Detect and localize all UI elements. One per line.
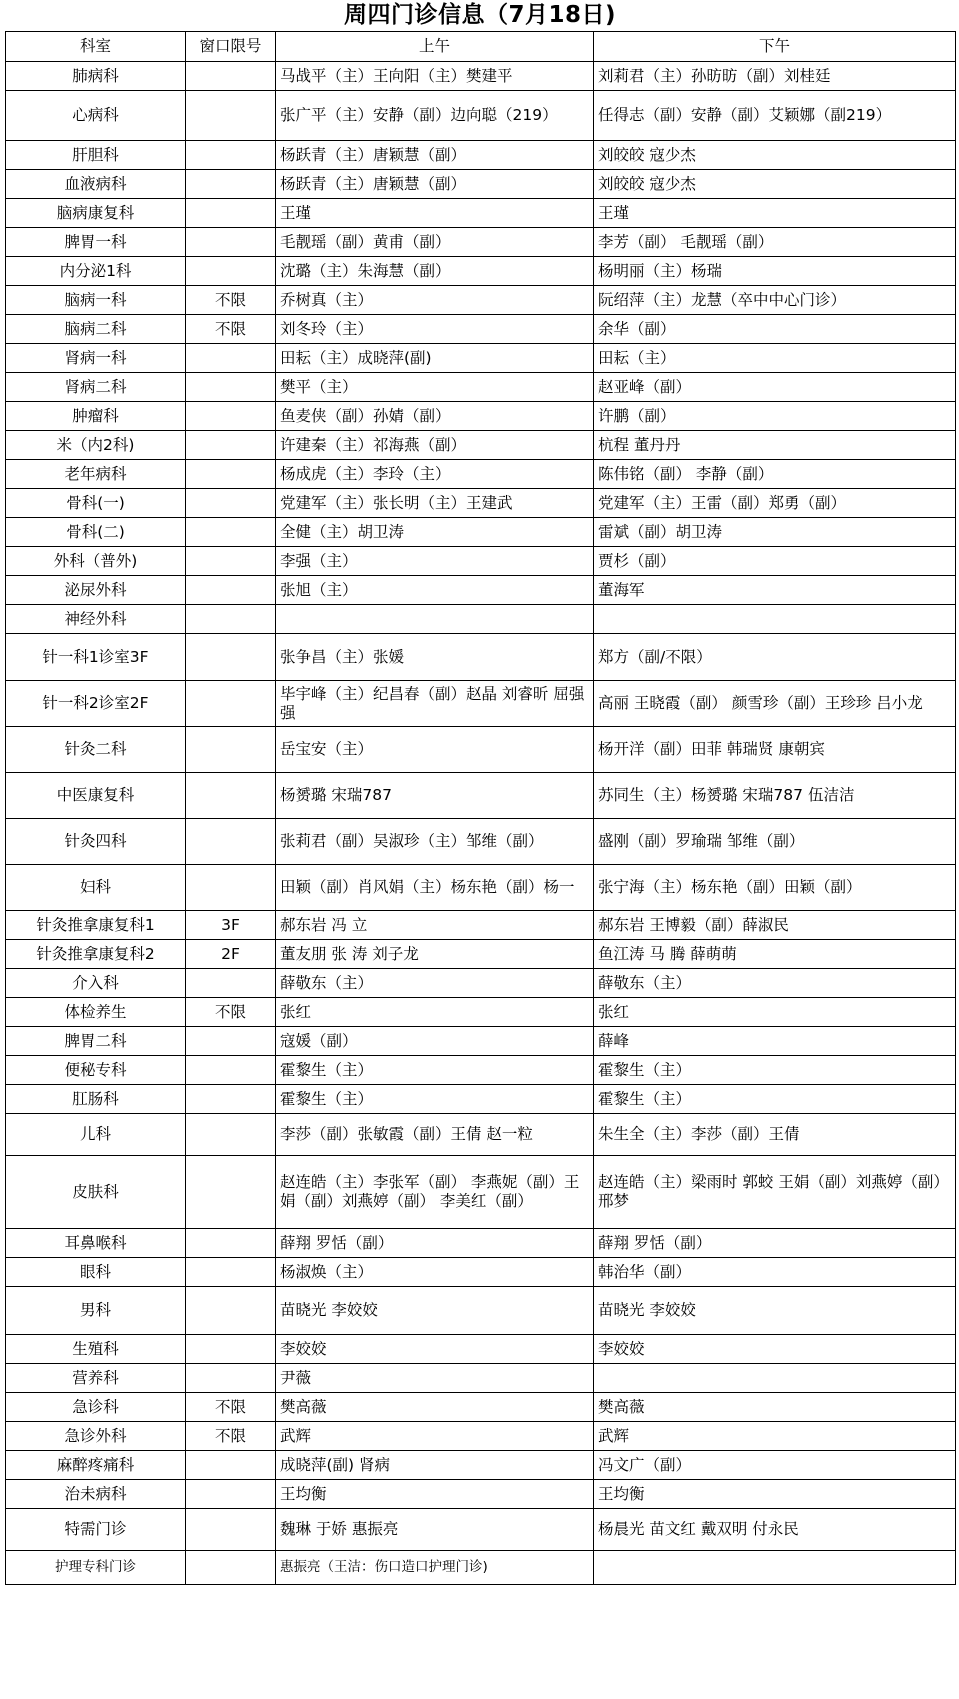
- am-doctors-cell: 杨淑焕（主）: [276, 1258, 594, 1287]
- dept-cell: 肿瘤科: [6, 402, 186, 431]
- window-limit-cell: [186, 634, 276, 681]
- window-limit-cell: [186, 1056, 276, 1085]
- am-doctors-cell: 杨赟璐 宋瑞787: [276, 773, 594, 819]
- am-doctors-cell: 樊平（主）: [276, 373, 594, 402]
- pm-doctors-cell: [594, 1551, 956, 1585]
- pm-doctors-cell: 雷斌（副）胡卫涛: [594, 518, 956, 547]
- window-limit-cell: [186, 1027, 276, 1056]
- table-row: [6, 286, 956, 315]
- window-limit-cell: [186, 681, 276, 727]
- table-row: [6, 373, 956, 402]
- am-doctors-cell: 乔树真（主）: [276, 286, 594, 315]
- window-limit-cell: 不限: [186, 315, 276, 344]
- table-row: [6, 1480, 956, 1509]
- am-doctors-cell: 董友朋 张 涛 刘子龙: [276, 940, 594, 969]
- am-doctors-cell: 张争昌（主）张媛: [276, 634, 594, 681]
- am-doctors-cell: 薛翔 罗恬（副）: [276, 1229, 594, 1258]
- am-doctors-cell: 魏琳 于娇 惠振亮: [276, 1509, 594, 1551]
- dept-cell: 特需门诊: [6, 1509, 186, 1551]
- dept-cell: 针灸推拿康复科1: [6, 911, 186, 940]
- am-doctors-cell: 张红: [276, 998, 594, 1027]
- window-limit-cell: [186, 547, 276, 576]
- am-doctors-cell: 郝东岩 冯 立: [276, 911, 594, 940]
- am-doctors-cell: 王瑾: [276, 199, 594, 228]
- pm-doctors-cell: [594, 1364, 956, 1393]
- pm-doctors-cell: 刘皎皎 寇少杰: [594, 170, 956, 199]
- table-row: [6, 489, 956, 518]
- am-doctors-cell: 毕宇峰（主）纪昌春（副）赵晶 刘睿昕 屈强强: [276, 681, 594, 727]
- table-row: [6, 1335, 956, 1364]
- window-limit-cell: [186, 1364, 276, 1393]
- window-limit-cell: 不限: [186, 998, 276, 1027]
- am-doctors-cell: 杨跃青（主）唐颖慧（副）: [276, 141, 594, 170]
- table-row: [6, 773, 956, 819]
- table-row: [6, 1229, 956, 1258]
- header-pm: 下午: [594, 32, 956, 62]
- table-row: [6, 1509, 956, 1551]
- window-limit-cell: [186, 141, 276, 170]
- table-row: [6, 605, 956, 634]
- pm-doctors-cell: 陈伟铭（副） 李静（副）: [594, 460, 956, 489]
- pm-doctors-cell: 王瑾: [594, 199, 956, 228]
- table-row: [6, 1451, 956, 1480]
- window-limit-cell: [186, 199, 276, 228]
- am-doctors-cell: 张广平（主）安静（副）边向聪（219）: [276, 91, 594, 141]
- am-doctors-cell: 霍黎生（主）: [276, 1085, 594, 1114]
- dept-cell: 肾病二科: [6, 373, 186, 402]
- header-dept: 科室: [6, 32, 186, 62]
- pm-doctors-cell: 张宁海（主）杨东艳（副）田颖（副）: [594, 865, 956, 911]
- table-row: [6, 1393, 956, 1422]
- window-limit-cell: [186, 819, 276, 865]
- window-limit-cell: [186, 373, 276, 402]
- dept-cell: 急诊外科: [6, 1422, 186, 1451]
- window-limit-cell: [186, 1551, 276, 1585]
- dept-cell: 眼科: [6, 1258, 186, 1287]
- window-limit-cell: [186, 1287, 276, 1335]
- table-row: [6, 1056, 956, 1085]
- table-row: [6, 1027, 956, 1056]
- am-doctors-cell: 全健（主）胡卫涛: [276, 518, 594, 547]
- window-limit-cell: [186, 170, 276, 199]
- dept-cell: 针灸四科: [6, 819, 186, 865]
- window-limit-cell: [186, 489, 276, 518]
- pm-doctors-cell: 李姣姣: [594, 1335, 956, 1364]
- table-row: [6, 228, 956, 257]
- pm-doctors-cell: 薛敬东（主）: [594, 969, 956, 998]
- window-limit-cell: [186, 773, 276, 819]
- am-doctors-cell: 武辉: [276, 1422, 594, 1451]
- pm-doctors-cell: 韩治华（副）: [594, 1258, 956, 1287]
- dept-cell: 老年病科: [6, 460, 186, 489]
- table-row: [6, 431, 956, 460]
- am-doctors-cell: 刘冬玲（主）: [276, 315, 594, 344]
- window-limit-cell: [186, 91, 276, 141]
- window-limit-cell: [186, 402, 276, 431]
- dept-cell: 肛肠科: [6, 1085, 186, 1114]
- window-limit-cell: 2F: [186, 940, 276, 969]
- table-row: [6, 969, 956, 998]
- window-limit-cell: [186, 865, 276, 911]
- dept-cell: 针灸二科: [6, 727, 186, 773]
- dept-cell: 骨科(二): [6, 518, 186, 547]
- am-doctors-cell: 薛敬东（主）: [276, 969, 594, 998]
- dept-cell: 脑病二科: [6, 315, 186, 344]
- window-limit-cell: [186, 1335, 276, 1364]
- table-row: [6, 141, 956, 170]
- dept-cell: 肝胆科: [6, 141, 186, 170]
- table-row: [6, 344, 956, 373]
- table-row: [6, 315, 956, 344]
- window-limit-cell: [186, 257, 276, 286]
- am-doctors-cell: 党建军（主）张长明（主）王建武: [276, 489, 594, 518]
- am-doctors-cell: 马战平（主）王向阳（主）樊建平: [276, 62, 594, 91]
- dept-cell: 心病科: [6, 91, 186, 141]
- pm-doctors-cell: 薛翔 罗恬（副）: [594, 1229, 956, 1258]
- dept-cell: 营养科: [6, 1364, 186, 1393]
- table-row: [6, 402, 956, 431]
- pm-doctors-cell: 阮绍萍（主）龙慧（卒中中心门诊）: [594, 286, 956, 315]
- table-row: [6, 199, 956, 228]
- pm-doctors-cell: 杨开洋（副）田菲 韩瑞贤 康朝宾: [594, 727, 956, 773]
- table-row: [6, 1258, 956, 1287]
- dept-cell: 内分泌1科: [6, 257, 186, 286]
- window-limit-cell: [186, 62, 276, 91]
- pm-doctors-cell: 张红: [594, 998, 956, 1027]
- pm-doctors-cell: 杭程 董丹丹: [594, 431, 956, 460]
- am-doctors-cell: 王均衡: [276, 1480, 594, 1509]
- table-row: [6, 1156, 956, 1229]
- window-limit-cell: [186, 344, 276, 373]
- window-limit-cell: [186, 1229, 276, 1258]
- dept-cell: 泌尿外科: [6, 576, 186, 605]
- am-doctors-cell: 李强（主）: [276, 547, 594, 576]
- table-row: [6, 460, 956, 489]
- table-row: [6, 998, 956, 1027]
- dept-cell: 外科（普外): [6, 547, 186, 576]
- dept-cell: 体检养生: [6, 998, 186, 1027]
- am-doctors-cell: 寇媛（副）: [276, 1027, 594, 1056]
- table-row: [6, 727, 956, 773]
- window-limit-cell: 不限: [186, 286, 276, 315]
- pm-doctors-cell: 冯文广（副）: [594, 1451, 956, 1480]
- table-row: [6, 91, 956, 141]
- am-doctors-cell: 李莎（副）张敏霞（副）王倩 赵一粒: [276, 1114, 594, 1156]
- table-row: [6, 911, 956, 940]
- am-doctors-cell: 田颖（副）肖风娟（主）杨东艳（副）杨一: [276, 865, 594, 911]
- pm-doctors-cell: 董海军: [594, 576, 956, 605]
- dept-cell: 脾胃二科: [6, 1027, 186, 1056]
- pm-doctors-cell: 任得志（副）安静（副）艾颖娜（副219）: [594, 91, 956, 141]
- am-doctors-cell: 张莉君（副）吴淑珍（主）邹维（副）: [276, 819, 594, 865]
- am-doctors-cell: 霍黎生（主）: [276, 1056, 594, 1085]
- table-row: [6, 865, 956, 911]
- am-doctors-cell: 苗晓光 李姣姣: [276, 1287, 594, 1335]
- dept-cell: 肾病一科: [6, 344, 186, 373]
- pm-doctors-cell: 郝东岩 王博毅（副）薛淑民: [594, 911, 956, 940]
- pm-doctors-cell: 党建军（主）王雷（副）郑勇（副）: [594, 489, 956, 518]
- window-limit-cell: 不限: [186, 1393, 276, 1422]
- header-row: [6, 32, 956, 62]
- dept-cell: 护理专科门诊: [6, 1551, 186, 1585]
- dept-cell: 针一科1诊室3F: [6, 634, 186, 681]
- am-doctors-cell: 田耘（主）成晓萍(副): [276, 344, 594, 373]
- dept-cell: 治未病科: [6, 1480, 186, 1509]
- dept-cell: 针灸推拿康复科2: [6, 940, 186, 969]
- am-doctors-cell: 杨成虎（主）李玲（主）: [276, 460, 594, 489]
- table-row: [6, 62, 956, 91]
- window-limit-cell: [186, 576, 276, 605]
- am-doctors-cell: 毛靓瑶（副）黄甫（副）: [276, 228, 594, 257]
- table-row: [6, 1085, 956, 1114]
- pm-doctors-cell: 鱼江涛 马 腾 薛萌萌: [594, 940, 956, 969]
- pm-doctors-cell: 武辉: [594, 1422, 956, 1451]
- window-limit-cell: [186, 605, 276, 634]
- clinic-schedule-table: [5, 31, 956, 1585]
- pm-doctors-cell: 苏同生（主）杨赟璐 宋瑞787 伍洁洁: [594, 773, 956, 819]
- dept-cell: 肺病科: [6, 62, 186, 91]
- am-doctors-cell: 赵连皓（主）李张军（副） 李燕妮（副）王娟（副）刘燕婷（副） 李美红（副）: [276, 1156, 594, 1229]
- pm-doctors-cell: 刘莉君（主）孙昉昉（副）刘桂廷: [594, 62, 956, 91]
- pm-doctors-cell: 杨晨光 苗文红 戴双明 付永民: [594, 1509, 956, 1551]
- pm-doctors-cell: 霍黎生（主）: [594, 1056, 956, 1085]
- table-row: [6, 819, 956, 865]
- dept-cell: 脑病一科: [6, 286, 186, 315]
- dept-cell: 血液病科: [6, 170, 186, 199]
- dept-cell: 便秘专科: [6, 1056, 186, 1085]
- dept-cell: 骨科(一): [6, 489, 186, 518]
- am-doctors-cell: 杨跃青（主）唐颖慧（副）: [276, 170, 594, 199]
- pm-doctors-cell: 李芳（副） 毛靓瑶（副）: [594, 228, 956, 257]
- table-row: [6, 940, 956, 969]
- dept-cell: 耳鼻喉科: [6, 1229, 186, 1258]
- pm-doctors-cell: 余华（副）: [594, 315, 956, 344]
- table-row: [6, 1364, 956, 1393]
- table-row: [6, 170, 956, 199]
- dept-cell: 麻醉疼痛科: [6, 1451, 186, 1480]
- pm-doctors-cell: 薛峰: [594, 1027, 956, 1056]
- table-row: [6, 634, 956, 681]
- table-row: [6, 681, 956, 727]
- page-title: 周四门诊信息（7月18日): [343, 2, 617, 28]
- pm-doctors-cell: 许鹏（副）: [594, 402, 956, 431]
- table-row: [6, 576, 956, 605]
- dept-cell: 针一科2诊室2F: [6, 681, 186, 727]
- window-limit-cell: [186, 460, 276, 489]
- dept-cell: 男科: [6, 1287, 186, 1335]
- window-limit-cell: [186, 1258, 276, 1287]
- pm-doctors-cell: 樊高薇: [594, 1393, 956, 1422]
- window-limit-cell: 不限: [186, 1422, 276, 1451]
- window-limit-cell: [186, 727, 276, 773]
- pm-doctors-cell: 盛刚（副）罗瑜瑞 邹维（副）: [594, 819, 956, 865]
- window-limit-cell: [186, 1085, 276, 1114]
- table-row: [6, 1422, 956, 1451]
- dept-cell: 中医康复科: [6, 773, 186, 819]
- pm-doctors-cell: 苗晓光 李姣姣: [594, 1287, 956, 1335]
- pm-doctors-cell: 赵连皓（主）梁雨时 郭蛟 王娟（副）刘燕婷（副） 邢梦: [594, 1156, 956, 1229]
- table-row: [6, 518, 956, 547]
- window-limit-cell: [186, 969, 276, 998]
- dept-cell: 妇科: [6, 865, 186, 911]
- am-doctors-cell: 张旭（主）: [276, 576, 594, 605]
- am-doctors-cell: 尹薇: [276, 1364, 594, 1393]
- header-am: 上午: [276, 32, 594, 62]
- pm-doctors-cell: 杨明丽（主）杨瑞: [594, 257, 956, 286]
- dept-cell: 儿科: [6, 1114, 186, 1156]
- am-doctors-cell: 鱼麦侠（副）孙婧（副）: [276, 402, 594, 431]
- am-doctors-cell: 成晓萍(副) 肾病: [276, 1451, 594, 1480]
- table-row: [6, 1114, 956, 1156]
- am-doctors-cell: 李姣姣: [276, 1335, 594, 1364]
- table-row: [6, 1551, 956, 1585]
- am-doctors-cell: 岳宝安（主）: [276, 727, 594, 773]
- window-limit-cell: [186, 1114, 276, 1156]
- am-doctors-cell: 樊高薇: [276, 1393, 594, 1422]
- dept-cell: 皮肤科: [6, 1156, 186, 1229]
- am-doctors-cell: [276, 605, 594, 634]
- table-row: [6, 1287, 956, 1335]
- table-row: [6, 257, 956, 286]
- dept-cell: 脾胃一科: [6, 228, 186, 257]
- pm-doctors-cell: 郑方（副/不限）: [594, 634, 956, 681]
- pm-doctors-cell: 田耘（主）: [594, 344, 956, 373]
- am-doctors-cell: 惠振亮（王洁：伤口造口护理门诊): [276, 1551, 594, 1585]
- header-window: 窗口限号: [186, 32, 276, 62]
- pm-doctors-cell: 霍黎生（主）: [594, 1085, 956, 1114]
- window-limit-cell: [186, 228, 276, 257]
- pm-doctors-cell: [594, 605, 956, 634]
- pm-doctors-cell: 赵亚峰（副）: [594, 373, 956, 402]
- dept-cell: 脑病康复科: [6, 199, 186, 228]
- pm-doctors-cell: 贾杉（副）: [594, 547, 956, 576]
- window-limit-cell: [186, 1509, 276, 1551]
- am-doctors-cell: 沈璐（主）朱海慧（副）: [276, 257, 594, 286]
- window-limit-cell: [186, 431, 276, 460]
- pm-doctors-cell: 刘皎皎 寇少杰: [594, 141, 956, 170]
- schedule-body: [6, 62, 956, 1585]
- window-limit-cell: [186, 518, 276, 547]
- dept-cell: 生殖科: [6, 1335, 186, 1364]
- pm-doctors-cell: 王均衡: [594, 1480, 956, 1509]
- dept-cell: 急诊科: [6, 1393, 186, 1422]
- dept-cell: 神经外科: [6, 605, 186, 634]
- dept-cell: 介入科: [6, 969, 186, 998]
- window-limit-cell: [186, 1451, 276, 1480]
- am-doctors-cell: 许建秦（主）祁海燕（副）: [276, 431, 594, 460]
- dept-cell: 米（内2科): [6, 431, 186, 460]
- window-limit-cell: 3F: [186, 911, 276, 940]
- window-limit-cell: [186, 1480, 276, 1509]
- pm-doctors-cell: 朱生全（主）李莎（副）王倩: [594, 1114, 956, 1156]
- table-row: [6, 547, 956, 576]
- pm-doctors-cell: 高丽 王晓霞（副） 颜雪珍（副）王珍珍 吕小龙: [594, 681, 956, 727]
- window-limit-cell: [186, 1156, 276, 1229]
